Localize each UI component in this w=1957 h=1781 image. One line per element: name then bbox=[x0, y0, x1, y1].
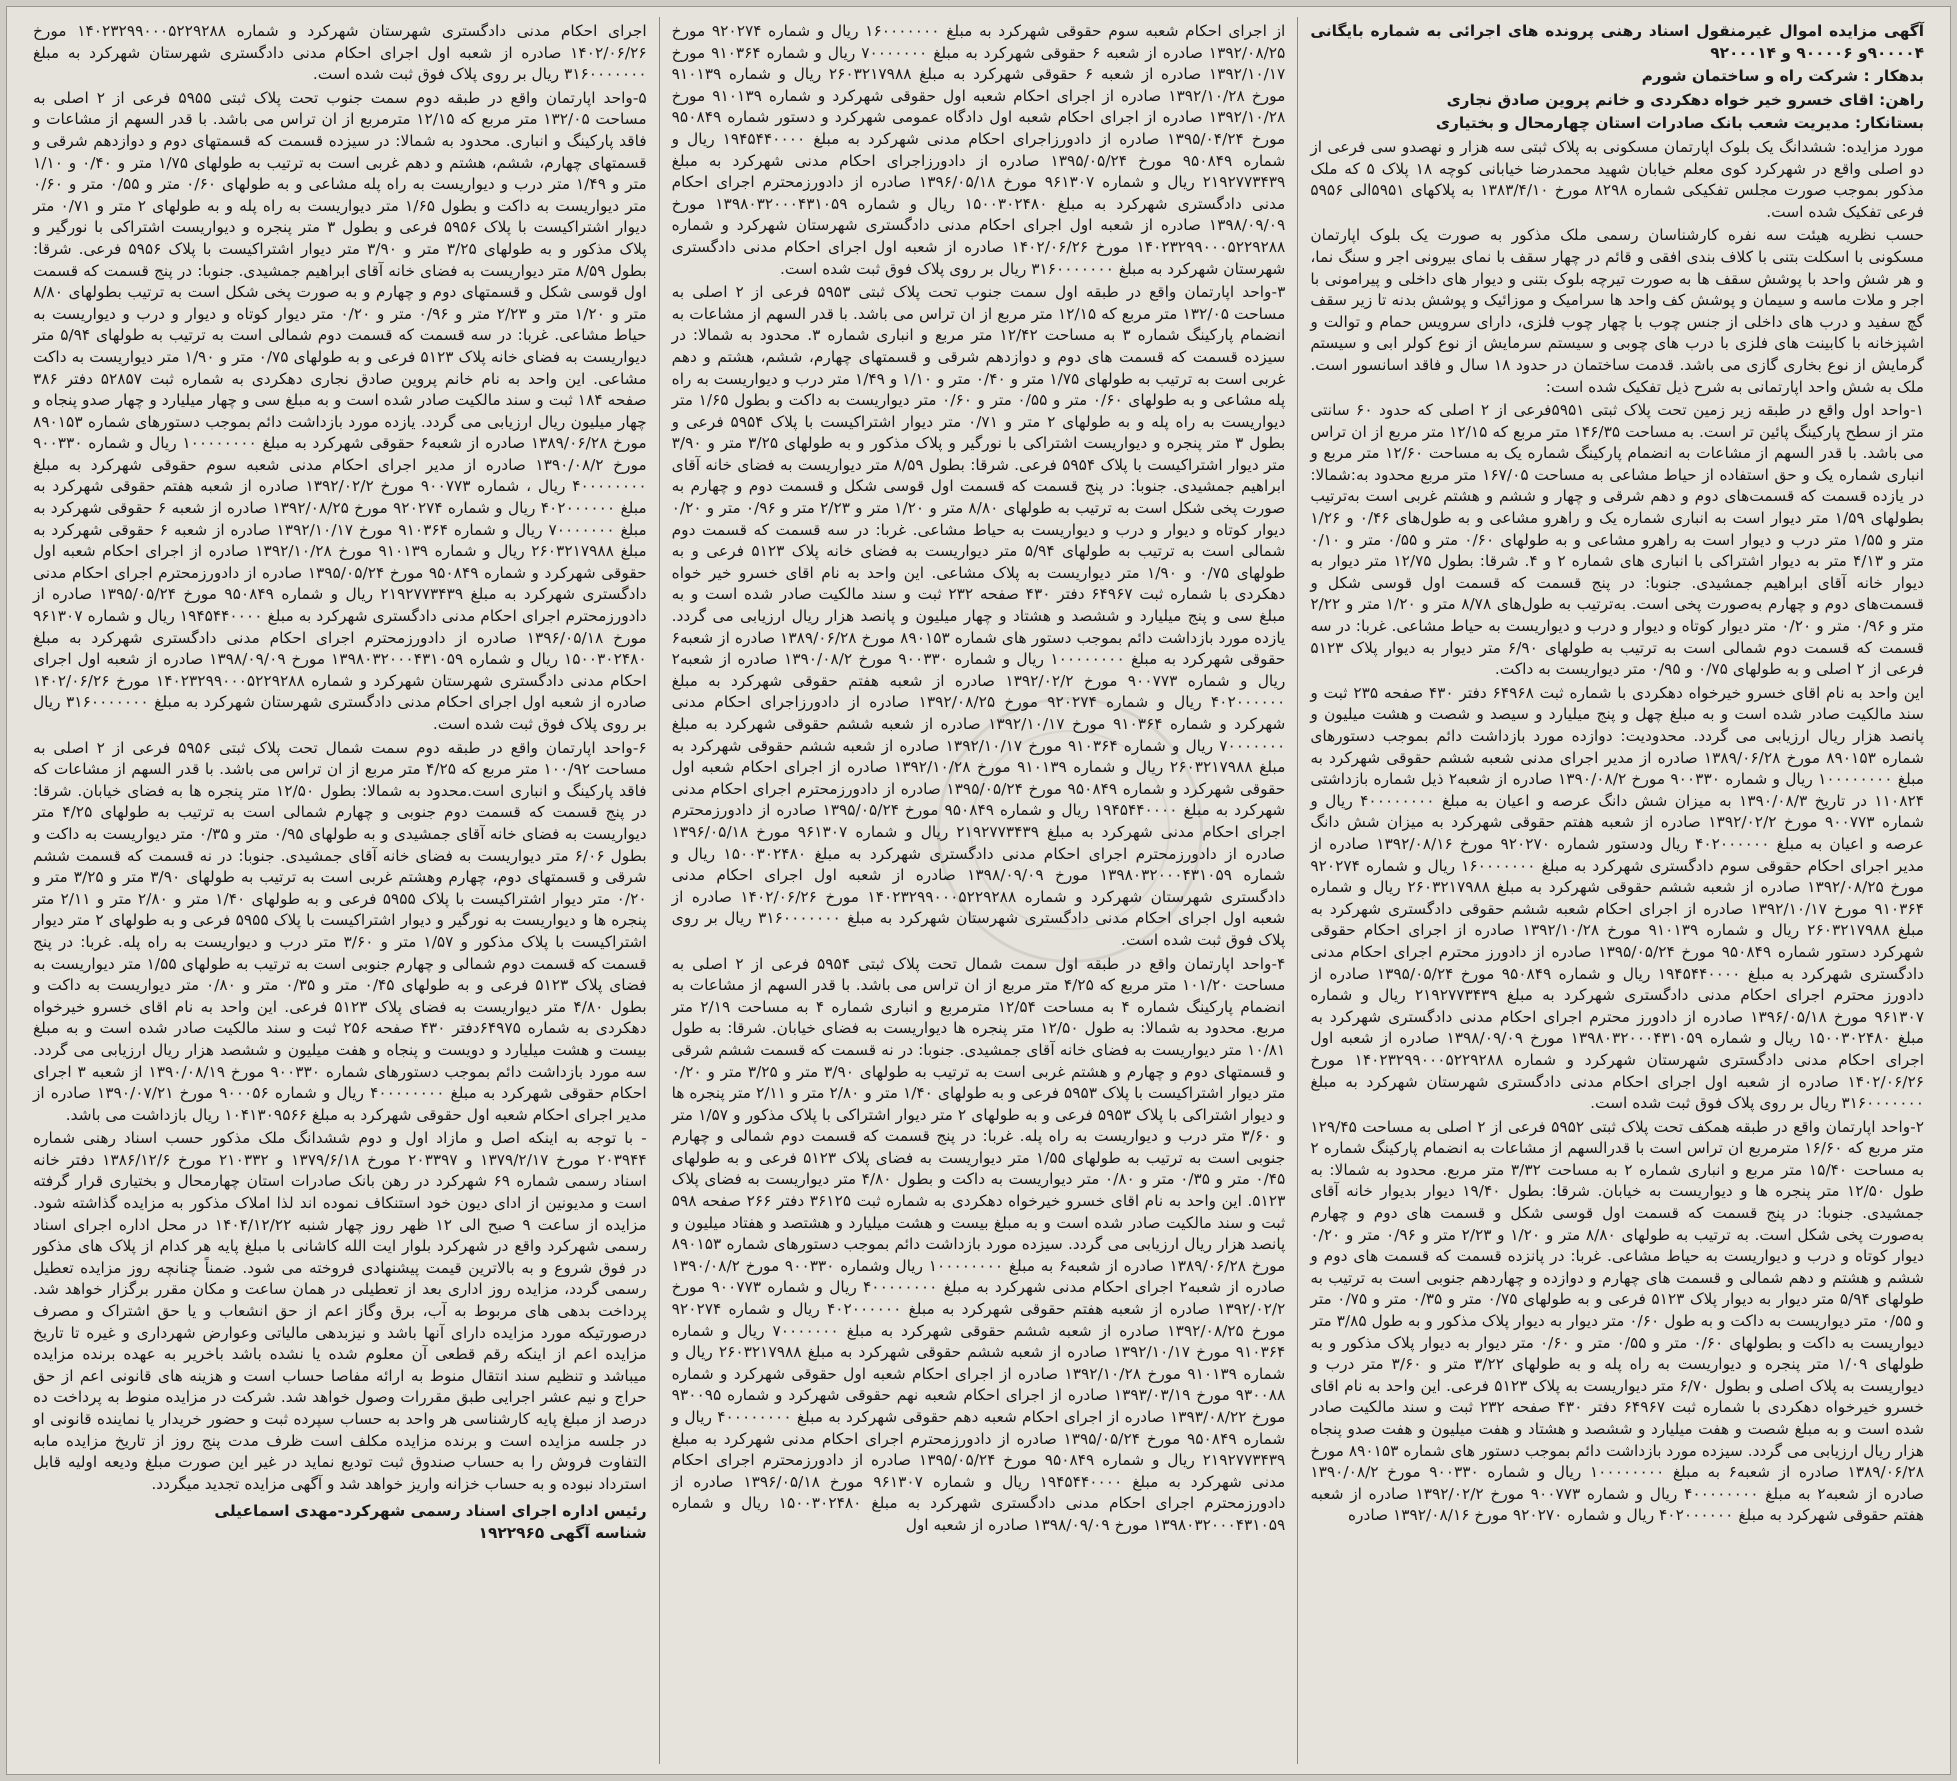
column-2 bbox=[659, 17, 1298, 1764]
debtor-line: بدهکار : شرکت راه و ساختمان شورم bbox=[1641, 67, 1924, 86]
notice-footer bbox=[33, 1501, 647, 1544]
notice-title: آگهی مزایده اموال غیرمنقول اسناد رهنی پرونده های اجرائی به شماره بایگانی ۹۰۰۰۰۴و ۹۰۰۰۰۶ و ۹۲۰۰۰۱۴ bbox=[1310, 22, 1924, 62]
column-1 bbox=[1297, 17, 1936, 1764]
unit-6-description: ۶-واحد اپارتمان واقع در طبقه دوم سمت شمال تحت پلاک ثبتی ۵۹۵۶ فرعی از ۲ اصلی به مساحت ۱۰۰/۹۲ متر مربع که ۴/۲۵ متر مربع از ان تراس می باشد. با قدر السهم از مشاعات که فاقد پارکینگ و انباری است.محدود به شمالا: بطول ۱۲/۵۰ متر پنجره ها به فضای خیابان. شرقا: در پنج قسمت که قسمت دوم جنوبی و چهارم شمالی است به ترتیب به طولهای ۴/۲۵ متر دیواریست به فضای خانه آقای جمشیدی و به طولهای ۰/۹۵ متر و ۰/۳۵ متر دیواریست به داکت و بطول ۶/۰۶ متر دیواریست به فضای خانه آقای جمشیدی. جنوبا: در نه قسمت که قسمت ششم شرقی و قسمتهای دوم، چهارم وهشتم غربی است به ترتیب به طولهای ۳/۹۰ متر و ۳/۲۵ متر و ۰/۲۰ متر دیوار اشتراکیست با پلاک ۵۹۵۵ فرعی و به طولهای ۱/۴۰ متر و ۲/۸۰ متر و ۲/۱۱ متر پنجره ها و دیواریست به نورگیر و دیوار اشتراکیست با پلاک ۵۹۵۵ فرعی و به طولهای ۲ متر دیوار اشتراکیست با پلاک مذکور و ۱/۵۷ متر و ۳/۶۰ متر درب و دیواریست به راه پله. غربا: در پنج قسمت که قسمت دوم شمالی و چهارم جنوبی است به ترتیب به طولهای ۱/۵۵ متر دیواریست به فضای پلاک ۵۱۲۳ فرعی و به طولهای ۰/۴۵ متر و ۰/۳۵ متر و ۰/۸۰ متر دیواریست به داکت و بطول ۴/۸۰ متر دیواریست به فضای پلاک ۵۱۲۳ فرعی. این واحد به نام اقای خسرو خیرخواه دهکردی به شماره ۶۴۹۷۵دفتر ۴۳۰ صفحه ۲۵۶ ثبت و سند مالکیت صادر شده است و به مبلغ بیست و هشت میلیارد و دویست و پنجاه و هفت میلیون و ششصد هزار ریال ارزیابی می گردد. سه مورد بازداشت دائم بموجب دستورهای شماره ۹۰۰۳۳۰ مورخ ۱۳۹۰/۰۸/۱۹ از شعبه ۳ اجرای احکام حقوقی شهرکرد به مبلغ ۴۰۰۰۰۰۰۰۰ ریال و شماره ۹۰۰۰۵۶ مورخ ۱۳۹۰/۰۷/۲۱ صادره از مدیر اجرای احکام شعبه اول حقوقی شهرکرد به مبلغ ۱۰۴۱۳۰۹۵۶۶ ریال بازداشت می باشد. bbox=[32, 738, 647, 1124]
unit-2-seizures: از اجرای احکام شعبه سوم حقوقی شهرکرد به مبلغ ۱۶۰۰۰۰۰۰۰ ریال و شماره ۹۲۰۲۷۴ مورخ ۱۳۹۲/۰۸/۲۵ صادره از شعبه ۶ حقوقی شهرکرد به مبلغ ۷۰۰۰۰۰۰۰ ریال و شماره ۹۱۰۳۶۴ مورخ ۱۳۹۲/۱۰/۱۷ صادره از شعبه ۶ حقوقی شهرکرد به مبلغ ۲۶۰۳۲۱۷۹۸۸ ریال و شماره ۹۱۰۱۳۹ مورخ ۱۳۹۲/۱۰/۲۸ صادره از اجرای احکام شعبه اول حقوقی شهرکرد و شماره ۹۱۰۱۳۹ مورخ ۱۳۹۲/۱۰/۲۸ صادره از اجرای احکام شعبه اول دادگاه عمومی شهرکرد و دستور شماره ۹۵۰۸۴۹ مورخ ۱۳۹۵/۰۴/۲۴ صادره از دادورزاجرای احکام مدنی شهرکرد به مبلغ ۱۹۴۵۴۴۰۰۰۰ ریال و شماره ۹۵۰۸۴۹ مورخ ۱۳۹۵/۰۵/۲۴ صادره از دادورزاجرای احکام مدنی شهرکرد به مبلغ ۲۱۹۲۷۷۳۴۳۹ ریال و شماره ۹۶۱۳۰۷ مورخ ۱۳۹۶/۰۵/۱۸ صادره از دادورزمحترم اجرای احکام مدنی دادگستری شهرکرد به مبلغ ۱۵۰۰۳۰۲۴۸۰ ریال و شماره ۱۳۹۸۰۳۲۰۰۰۴۳۱۰۵۹ مورخ ۱۳۹۸/۰۹/۰۹ صادره از شعبه اول اجرای احکام مدنی دادگستری شهرستان شهرکرد و شماره ۱۴۰۲۳۲۹۹۰۰۰۵۲۲۹۲۸۸ مورخ ۱۴۰۲/۰۶/۲۶ صادره از شعبه اول اجرای احکام مدنی دادگستری شهرستان شهرکرد به مبلغ ۳۱۶۰۰۰۰۰۰۰ ریال بر روی پلاک فوق ثبت شده است. bbox=[671, 22, 1286, 278]
mortgagor-line: راهن: اقای خسرو خیر خواه دهکردی و خانم پروین صادق نجاری bbox=[1446, 90, 1924, 109]
unit-2-description: ۲-واحد اپارتمان واقع در طبقه همکف تحت پلاک ثبتی ۵۹۵۲ فرعی از ۲ اصلی به مساحت ۱۲۹/۴۵ متر مربع که ۱۶/۶۰ مترمربع ان تراس است با قدرالسهم از مشاعات به انضمام پارکینگ شماره ۲ به مساحت ۱۵/۴۰ متر مربع و انباری شماره ۲ به مساحت ۳/۳۲ متر مربع. محدود به شمالا: به طول ۱۲/۵۰ متر پنجره ها و دیواریست به خیابان. شرقا: بطول ۱۹/۴۰ دیوار بدیوار خانه آقای جمشیدی. جنوبا: در پنج قسمت که قسمت اول قوسی شکل و قسمت های دوم و چهارم به‌صورت پخی شکل است. به ترتیب به طولهای ۸/۸۰ متر و ۱/۲۰ و ۲/۲۳ متر و ۰/۹۶ متر و ۰/۲۰ دیوار کوتاه و درب و دیواریست به حیاط مشاعی. غربا: در پانزده قسمت که قسمت های دوم و ششم و هشتم و دهم شمالی و قسمت های چهارم و دوازده و چهاردهم جنوبی است به ترتیب به طولهای ۵/۹۴ متر دیوار به دیوار پلاک ۵۱۲۳ فرعی و به طولهای ۰/۷۵ متر و ۰/۳۵ متر و ۰/۷۵ متر و ۰/۵۵ متر دیواریست به داکت و به طول ۰/۶۰ متر دیوار به دیوار پلاک مذکور و به طول ۳/۸۵ متر دیواریست به داکت و بطولهای ۰/۶۰ متر و ۰/۵۵ متر و ۰/۶۰ متر دیوار به دیوار پلاک مذکور و به طولهای ۱/۰۹ متر پنجره و دیواریست به راه پله و به طولهای ۳/۲۲ متر و ۳/۶۰ متر درب و دیواریست به پلاک اصلی و بطول ۶/۷۰ متر دیواریست به پلاک ۵۱۲۳ فرعی. این واحد به نام اقای خسرو خیرخواه دهکردی با شماره ثبت ۶۴۹۶۷ دفتر ۴۳۰ صفحه ۲۳۲ ثبت و سند مالکیت صادر شده است و به مبلغ شصت و هفت میلیارد و ششصد و هشتاد و هفت میلیون و هفت صدو پنجاه هزار ریال ارزیابی می گردد. سیزده مورد بازداشت دائم بموجب دستور های شماره ۸۹۰۱۵۳ مورخ ۱۳۸۹/۰۶/۲۸ صادره از شعبه۶ به مبلغ ۱۰۰۰۰۰۰۰۰ ریال و شماره ۹۰۰۳۳۰ مورخ ۱۳۹۰/۰۸/۲ صادره از شعبه۲ به مبلغ ۴۰۰۰۰۰۰۰۰ ریال و شماره ۹۰۰۷۷۳ مورخ ۱۳۹۲/۰۲/۲ صادره از شعبه هفتم حقوقی شهرکرد به مبلغ ۴۰۲۰۰۰۰۰۰ ریال و شماره ۹۲۰۲۷۰ مورخ ۱۳۹۲/۰۸/۱۶ صادره bbox=[1310, 1117, 1925, 1525]
unit-1-description: ۱-واحد اول واقع در طبقه زیر زمین تحت پلاک ثبتی ۵۹۵۱فرعی از ۲ اصلی که حدود ۶۰ سانتی متر از سطح پارکینگ پائین تر است. به مساحت ۱۴۶/۳۵ متر مربع که ۱۲/۱۵ متر مربع از ان تراس می باشد. با قدر السهم از مشاعات به انضمام پارکینگ شماره یک به مساحت ۱۲/۶۰ متر مربع و انباری شماره یک و حق استفاده از حیاط مشاعی به مساحت ۱۶۷/۰۵ متر مربع محدود به:شمالا: در یازده قسمت که قسمت‌های دوم و دهم شرقی و چهار و ششم و هشتم غربی است به‌ترتیب بطولهای ۱/۵۹ متر دیوار است به انباری شماره یک و راهرو مشاعی و به طول‌های ۰/۴۶ و ۱/۲۶ متر و ۱/۵۵ متر درب و دیوار است به راهرو مشاعی و به طولهای ۰/۶۰ متر و ۰/۵۵ متر و ۰/۱۰ متر و ۴/۱۳ متر به دیوار اشتراکی با انباری های شماره ۲ و ۴. شرقا: بطول ۱۲/۷۵ متر دیوار به دیوار خانه آقای ابراهیم جمشیدی. جنوبا: در پنج قسمت که قسمت اول قوسی شکل و قسمت‌های دوم و چهارم به‌صورت پخی است. به‌ترتیب به طول‌های ۸/۷۸ متر و ۱/۲۰ متر و ۲/۲۲ متر و ۰/۹۶ متر و ۰/۲۰ متر دیوار کوتاه و دیوار و درب و دیواریست به حیاط مشاعی. غربا: در سه قسمت که قسمت دوم شمالی است به ترتیب به طولهای ۶/۹۰ متر دیوار به دیوار پلاک ۵۱۲۳ فرعی از ۲ اصلی و به طولهای ۰/۷۵ و ۰/۹۵ متر دیواریست به داکت. bbox=[1310, 401, 1925, 679]
unit-4-description: ۴-واحد اپارتمان واقع در طبقه اول سمت شمال تحت پلاک ثبتی ۵۹۵۴ فرعی از ۲ اصلی به مساحت ۱۰۱/۲۰ متر مربع که ۴/۲۵ متر مربع از ان تراس می باشد. با قدر السهم از مشاعات به انضمام پارکینگ شماره ۴ به مساحت ۱۲/۵۴ مترمربع و انباری شماره ۴ به مساحت ۲/۱۹ متر مربع. محدود به شمالا: به طول ۱۲/۵۰ متر پنجره ها دیواریست به فضای خیابان. شرقا: به طول ۱۰/۸۱ متر دیواریست به فضای خانه آقای جمشیدی. جنوبا: در نه قسمت که قسمت ششم شرقی و قسمتهای دوم و چهارم و هشتم غربی است به ترتیب به طولهای ۳/۹۰ متر و ۳/۲۵ متر و ۰/۲۰ متر دیوار اشتراکیست با پلاک ۵۹۵۳ فرعی و به طولهای ۱/۴۰ متر و ۲/۸۰ متر و ۲/۱۱ متر پنجره ها و دیوار اشتراکی با پلاک ۵۹۵۳ فرعی و به طولهای ۲ متر دیوار اشتراکی با پلاک مذکور و ۱/۵۷ متر و ۳/۶۰ متر درب و دیواریست به راه پله. غربا: در پنج قسمت که قسمت دوم شمالی و چهارم جنوبی است به ترتیب به طولهای ۱/۵۵ متر دیواریست به فضای پلاک ۵۱۲۳ فرعی و به طولهای ۰/۴۵ متر و ۰/۳۵ متر و ۰/۸۰ متر دیواریست به داکت و بطول ۴/۸۰ متر دیواریست به فضای پلاک ۵۱۲۳. این واحد به نام اقای خسرو خیرخواه دهکردی به شماره ثبت ۳۶۱۲۵ دفتر ۲۶۶ صفحه ۵۹۸ ثبت و سند مالکیت صادر شده است و به مبلغ بیست و هشت میلیارد و هشتصد و هفتاد میلیون و پانصد هزار ریال ارزیابی می گردد. سیزده مورد بازداشت دائم بموجب دستورهای شماره ۸۹۰۱۵۳ مورخ ۱۳۸۹/۰۶/۲۸ صادره از شعبه۶ به مبلغ ۱۰۰۰۰۰۰۰۰ ریال وشماره ۹۰۰۳۳۰ مورخ ۱۳۹۰/۰۸/۲ صادره از شعبه۲ اجرای احکام مدنی شهرکرد به مبلغ ۴۰۰۰۰۰۰۰۰ ریال و شماره ۹۰۰۷۷۳ مورخ ۱۳۹۲/۰۲/۲ صادره از شعبه هفتم حقوقی شهرکرد به مبلغ ۴۰۲۰۰۰۰۰۰ ریال و شماره ۹۲۰۲۷۴ مورخ ۱۳۹۲/۰۸/۲۵ صادره از شعبه ششم حقوقی شهرکرد به مبلغ ۷۰۰۰۰۰۰۰ ریال و شماره ۹۱۰۳۶۴ مورخ ۱۳۹۲/۱۰/۱۷ صادره از شعبه ششم حقوقی شهرکرد به مبلغ ۲۶۰۳۲۱۷۹۸۸ ریال و شماره ۹۱۰۱۳۹ مورخ ۱۳۹۲/۱۰/۲۸ صادره از اجرای احکام شعبه اول حقوقی شهرکرد و شماره ۹۳۰۰۸۸ مورخ ۱۳۹۳/۰۳/۱۹ صادره از اجرای احکام شعبه نهم حقوقی شهرکرد و شماره ۹۳۰۰۹۵ مورخ ۱۳۹۳/۰۸/۲۲ صادره از اجرای احکام شعبه دهم حقوقی شهرکرد به مبلغ ۴۰۰۰۰۰۰۰۰ ریال و شماره ۹۵۰۸۴۹ مورخ ۱۳۹۵/۰۵/۲۴ صادره از دادورزمحترم اجرای احکام مدنی شهرکرد به مبلغ ۲۱۹۲۷۷۳۴۳۹ ریال و شماره ۹۵۰۸۴۹ مورخ ۱۳۹۵/۰۵/۲۴ صادره از دادورزمحترم اجرای احکام مدنی شهرکرد به مبلغ ۱۹۴۵۴۴۰۰۰۰ ریال و شماره ۹۶۱۳۰۷ مورخ ۱۳۹۶/۰۵/۱۸ صادره از دادورزمحترم اجرای احکام مدنی دادگستری شهرکرد به مبلغ ۱۵۰۰۳۰۲۴۸۰ ریال و شماره ۱۳۹۸۰۳۲۰۰۰۴۳۱۰۵۹ مورخ ۱۳۹۸/۰۹/۰۹ صادره از شعبه اول bbox=[671, 954, 1286, 1534]
unit-4-seizures: اجرای احکام مدنی دادگستری شهرستان شهرکرد و شماره ۱۴۰۲۳۲۹۹۰۰۰۵۲۲۹۲۸۸ مورخ ۱۴۰۲/۰۶/۲۶ صادره از شعبه اول اجرای احکام مدنی دادگستری شهرستان شهرکرد به مبلغ ۳۱۶۰۰۰۰۰۰۰ ریال بر روی پلاک فوق ثبت شده است. bbox=[32, 22, 647, 84]
unit-1-owner: این واحد به نام اقای خسرو خیرخواه دهکردی با شماره ثبت ۶۴۹۶۸ دفتر ۴۳۰ صفحه ۲۳۵ ثبت و سند مالکیت صادر شده است و به مبلغ چهل و پنج میلیارد و سیصد و شصت و هشت میلیون و پانصد هزار ریال ارزیابی می گردد. محدودیت: دوازده مورد بازداشت دائم بموجب دستورهای شماره ۸۹۰۱۵۳ مورخ ۱۳۸۹/۰۶/۲۸ صادره از مدیر اجرای مدنی شعبه ششم حقوقی شهرکرد به مبلغ ۱۰۰۰۰۰۰۰۰ ریال و شماره ۹۰۰۳۳۰ مورخ ۱۳۹۰/۰۸/۲ صادره از شعبه۲ ذیل شماره بازداشتی ۱۱۰۸۲۴ در تاریخ ۱۳۹۰/۰۸/۳ به میزان شش دانگ عرصه و اعیان به مبلغ ۴۰۰۰۰۰۰۰۰ ریال و شماره ۹۰۰۷۷۳ مورخ ۱۳۹۲/۰۲/۲ صادره از شعبه هفتم حقوقی شهرکرد به میزان شش دانگ عرصه و اعیان به مبلغ ۴۰۲۰۰۰۰۰۰ ریال ودستور شماره ۹۲۰۲۷۰ مورخ ۱۳۹۲/۰۸/۱۶ صادره از مدیر اجرای احکام حقوقی سوم دادگستری شهرکرد به مبلغ ۱۶۰۰۰۰۰۰۰ ریال و شماره ۹۲۰۲۷۴ مورخ ۱۳۹۲/۰۸/۲۵ صادره از شعبه ششم حقوقی شهرکرد به مبلغ ۲۶۰۳۲۱۷۹۸۸ ریال و شماره ۹۱۰۳۶۴ مورخ ۱۳۹۲/۱۰/۱۷ صادره از اجرای احکام شعبه ششم حقوقی دادگستری شهرکرد به مبلغ ۲۶۰۳۲۱۷۹۸۸ ریال و شماره ۹۱۰۱۳۹ مورخ ۱۳۹۲/۱۰/۲۸ صادره از اجرای احکام حقوقی شهرکرد دستور شماره ۹۵۰۸۴۹ مورخ ۱۳۹۵/۰۵/۲۴ صادره از دادورز محترم اجرای احکام مدنی دادگستری شهرکرد به مبلغ ۱۹۴۵۴۴۰۰۰۰ ریال و شماره ۹۵۰۸۴۹ مورخ ۱۳۹۵/۰۵/۲۴ صادره از دادورز محترم اجرای احکام مدنی دادگستری شهرکرد به مبلغ ۲۱۹۲۷۷۳۴۳۹ ریال و شماره ۹۶۱۳۰۷ مورخ ۱۳۹۶/۰۵/۱۸ صادره از دادورز محترم اجرای احکام مدنی دادگستری شهرکرد به مبلغ ۱۵۰۰۳۰۲۴۸۰ ریال و شماره ۱۳۹۸۰۳۲۰۰۰۴۳۱۰۵۹ مورخ ۱۳۹۸/۰۹/۰۹ صادره از شعبه اول اجرای احکام مدنی دادگستری شهرستان شهرکرد و شماره ۱۴۰۲۳۲۹۹۰۰۰۵۲۲۹۲۸۸ مورخ ۱۴۰۲/۰۶/۲۶ صادره از شعبه اول اجرای احکام مدنی دادگستری شهرستان شهرکرد به مبلغ ۳۱۶۰۰۰۰۰۰۰ ریال بر روی پلاک فوق ثبت شده است. bbox=[1310, 683, 1924, 1113]
newspaper-page bbox=[6, 6, 1951, 1775]
unit-5-description: ۵-واحد اپارتمان واقع در طبقه دوم سمت جنوب تحت پلاک ثبتی ۵۹۵۵ فرعی از ۲ اصلی به مساحت ۱۳۲/۰۵ متر مربع که ۱۲/۱۵ مترمربع از ان تراس می باشد. با قدر السهم از مشاعات و فاقد پارکینگ و انباری. محدود به شمالا: در سیزده قسمت که قسمتهای دوم و دوازدهم شرقی و قسمتهای چهارم، ششم، هشتم و دهم غربی است به ترتیب به طولهای ۱/۷۵ متر و ۰/۴۰ و ۱/۱۰ متر و ۱/۴۹ متر درب و دیواریست به راه پله مشاعی و به طولهای ۰/۶۰ متر و ۰/۵۵ متر و ۰/۶۰ متر دیواریست به داکت و بطول ۱/۶۵ متر دیواریست به راه پله و به طولهای ۲ متر و ۰/۷۱ متر دیوار اشتراکیست با پلاک ۵۹۵۶ فرعی و بطول ۳ متر پنجره و دیواریست اشتراکی با نورگیر و پلاک مذکور و به طولهای ۳/۲۵ متر و ۳/۹۰ متر دیوار اشتراکیست با پلاک ۵۹۵۶ فرعی. شرقا: بطول ۸/۵۹ متر دیواریست به فضای خانه آقای ابراهیم جمشیدی. جنوبا: در پنج قسمت که قسمت اول قوسی شکل و قسمتهای دوم و چهارم و به صورت پخی شکل است به ترتیب بطولهای ۸/۸۰ متر و ۱/۲۰ متر و ۲/۲۳ متر و ۰/۹۶ متر و ۰/۲۰ متر دیوار کوتاه و دیوار و درب و دیواریست به حیاط مشاعی. غربا: در سه قسمت که قسمت دوم شمالی است به ترتیب به طولهای ۵/۹۴ متر دیواریست به فضای خانه پلاک ۵۱۲۳ فرعی و به طولهای ۰/۷۵ متر و ۱/۹۰ متر دیواریست به داکت مشاعی. این واحد به نام خانم پروین صادق نجاری دهکردی به شماره ثبت ۵۲۸۵۷ دفتر ۳۸۶ صفحه ۱۸۴ ثبت و سند مالکیت صادر شده است و به مبلغ سی و چهار میلیارد و چهار صدو پنجاه و چهار میلیون ریال ارزیابی می گردد. یازده مورد بازداشت دائم بموجب دستورهای شماره ۸۹۰۱۵۳ مورخ ۱۳۸۹/۰۶/۲۸ صادره از شعبه۶ حقوقی شهرکرد به مبلغ ۱۰۰۰۰۰۰۰۰ ریال و شماره ۹۰۰۳۳۰ مورخ ۱۳۹۰/۰۸/۲ صادره از مدیر اجرای احکام مدنی شعبه سوم حقوقی شهرکرد به مبلغ ۴۰۰۰۰۰۰۰۰ ریال ، شماره ۹۰۰۷۷۳ مورخ ۱۳۹۲/۰۲/۲ صادره از شعبه هفتم حقوقی شهرکرد به مبلغ ۴۰۲۰۰۰۰۰۰ ریال و شماره ۹۲۰۲۷۴ مورخ ۱۳۹۲/۰۸/۲۵ صادره از شعبه ۶ حقوقی شهرکرد به مبلغ ۷۰۰۰۰۰۰۰ ریال و شماره ۹۱۰۳۶۴ مورخ ۱۳۹۲/۱۰/۱۷ صادره از شعبه ۶ حقوقی شهرکرد به مبلغ ۲۶۰۳۲۱۷۹۸۸ ریال و شماره ۹۱۰۱۳۹ مورخ ۱۳۹۲/۱۰/۲۸ صادره از اجرای احکام شعبه اول حقوقی شهرکرد و شماره ۹۵۰۸۴۹ مورخ ۱۳۹۵/۰۵/۲۴ صادره از دادورزمحترم اجرای احکام مدنی دادگستری شهرکرد به مبلغ ۲۱۹۲۷۷۳۴۳۹ ریال و شماره ۹۵۰۸۴۹ مورخ ۱۳۹۵/۰۵/۲۴ صادره از دادورزمحترم اجرای احکام مدنی دادگستری شهرکرد به مبلغ ۱۹۴۵۴۴۰۰۰۰ ریال و شماره ۹۶۱۳۰۷ مورخ ۱۳۹۶/۰۵/۱۸ صادره از دادورزمحترم اجرای احکام مدنی دادگستری شهرکرد به مبلغ ۱۵۰۰۳۰۲۴۸۰ ریال و شماره ۱۳۹۸۰۳۲۰۰۰۴۳۱۰۵۹ مورخ ۱۳۹۸/۰۹/۰۹ صادره از شعبه اول اجرای احکام مدنی دادگستری شهرستان شهرکرد و شماره ۱۴۰۲۳۲۹۹۰۰۰۵۲۲۹۲۸۸ مورخ ۱۴۰۲/۰۶/۲۶ صادره از شعبه اول اجرای احکام مدنی دادگستری شهرستان شهرکرد به مبلغ ۳۱۶۰۰۰۰۰۰۰ ریال بر روی پلاک فوق ثبت شده است. bbox=[32, 88, 647, 733]
column-3 bbox=[21, 17, 659, 1764]
unit-3-description: ۳-واحد اپارتمان واقع در طبقه اول سمت جنوب تحت پلاک ثبتی ۵۹۵۳ فرعی از ۲ اصلی به مساحت ۱۳۲/۰۵ متر مربع که ۱۲/۱۵ متر مربع از ان تراس می باشد. با قدر السهم از مشاعات به انضمام پارکینگ شماره ۳ به مساحت ۱۲/۴۲ متر مربع و انباری شماره ۳. محدود به شمالا: در سیزده قسمت که قسمت های دوم و دوازدهم شرقی و قسمتهای چهارم، ششم، هشتم و دهم غربی است به ترتیب به طولهای ۱/۷۵ متر و ۰/۴۰ متر و ۱/۱۰ و ۱/۴۹ متر درب و دیواریست به راه پله مشاعی و به طولهای ۰/۶۰ متر و ۰/۵۵ متر و ۰/۶۰ متر دیواریست به داکت و بطول ۱/۶۵ متر دیواریست به راه پله و به طولهای ۲ متر و ۰/۷۱ متر دیوار اشتراکیست با پلاک ۵۹۵۴ فرعی و بطول ۳ متر پنجره و دیواریست اشتراکی با نورگیر و پلاک مذکور و به طولهای ۳/۲۵ متر و ۳/۹۰ متر دیوار اشتراکیست با پلاک ۵۹۵۴ فرعی. شرقا: بطول ۸/۵۹ متر دیواریست به فضای خانه آقای ابراهیم جمشیدی. جنوبا: در پنج قسمت که قسمت اول قوسی شکل و قسمت دوم و چهارم به صورت پخی شکل است به ترتیب به طولهای ۸/۸۰ متر و ۱/۲۰ متر و ۲/۲۳ متر و ۰/۹۶ متر و ۰/۲۰ دیوار کوتاه و دیوار و درب و دیواریست به حیاط مشاعی. غربا: در سه قسمت که قسمت دوم شمالی است به ترتیب به طولهای ۵/۹۴ متر دیواریست به فضای خانه پلاک ۵۱۲۳ فرعی و به طولهای ۰/۷۵ و ۱/۹۰ متر دیواریست به پلاک مشاعی. این واحد به نام اقای خسرو خیر خواه دهکردی با شماره ثبت ۶۴۹۶۷ دفتر ۴۳۰ صفحه ۲۳۲ ثبت و سند مالکیت صادر شده است و به مبلغ سی و پنج میلیارد و ششصد و هشتاد و چهار میلیون و پانصد هزار ریال ارزیابی می گردد. یازده مورد بازداشت دائم بموجب دستور های شماره ۸۹۰۱۵۳ مورخ ۱۳۸۹/۰۶/۲۸ صادره از شعبه۶ حقوقی شهرکرد به مبلغ ۱۰۰۰۰۰۰۰۰ ریال و شماره ۹۰۰۳۳۰ مورخ ۱۳۹۰/۰۸/۲ صادره از شعبه۲ ریال و شماره ۹۰۰۷۷۳ مورخ ۱۳۹۲/۰۲/۲ صادره از شعبه هفتم حقوقی شهرکرد به مبلغ ۴۰۲۰۰۰۰۰۰ ریال و شماره ۹۲۰۲۷۴ مورخ ۱۳۹۲/۰۸/۲۵ صادره از دادورزاجرای احکام مدنی شهرکرد و شماره ۹۱۰۳۶۴ مورخ ۱۳۹۲/۱۰/۱۷ صادره از شعبه ششم حقوقی شهرکرد به مبلغ ۷۰۰۰۰۰۰۰ ریال و شماره ۹۱۰۳۶۴ مورخ ۱۳۹۲/۱۰/۱۷ صادره از شعبه ششم حقوقی شهرکرد به مبلغ ۲۶۰۳۲۱۷۹۸۸ ریال و شماره ۹۱۰۱۳۹ مورخ ۱۳۹۲/۱۰/۲۸ صادره از اجرای احکام شعبه اول حقوقی شهرکرد و شماره ۹۵۰۸۴۹ مورخ ۱۳۹۵/۰۵/۲۴ صادره از دادورزمحترم اجرای احکام مدنی شهرکرد به مبلغ ۱۹۴۵۴۴۰۰۰۰ ریال و شماره ۹۵۰۸۴۹ مورخ ۱۳۹۵/۰۵/۲۴ صادره از دادورزمحترم اجرای احکام مدنی شهرکرد به مبلغ ۲۱۹۲۷۷۳۴۳۹ ریال و شماره ۹۶۱۳۰۷ مورخ ۱۳۹۶/۰۵/۱۸ صادره از دادورزمحترم اجرای احکام مدنی دادگستری شهرکرد به مبلغ ۱۵۰۰۳۰۲۴۸۰ ریال و شماره ۱۳۹۸۰۳۲۰۰۰۴۳۱۰۵۹ مورخ ۱۳۹۸/۰۹/۰۹ صادره از شعبه اول اجرای احکام مدنی دادگستری شهرستان شهرکرد و شماره ۱۴۰۲۳۲۹۹۰۰۰۵۲۲۹۲۸۸ مورخ ۱۴۰۲/۰۶/۲۶ صادره از شعبه اول اجرای احکام مدنی دادگستری شهرستان شهرکرد به مبلغ ۳۱۶۰۰۰۰۰۰۰ ریال بر روی پلاک فوق ثبت شده است. bbox=[671, 283, 1286, 949]
notice-columns bbox=[21, 17, 1936, 1764]
auction-terms: - با توجه به اینکه اصل و مازاد اول و دوم ششدانگ ملک مذکور حسب اسناد رهنی شماره ۲۰۳۹۴۴ مورخ ۱۳۷۹/۲/۱۷ و ۲۰۳۳۹۷ مورخ ۱۳۷۹/۶/۱۸ و ۲۱۰۳۳۲ مورخ ۱۳۸۶/۱۲/۶ دفتر خانه اسناد رسمی شماره ۶۹ شهرکرد در رهن بانک صادرات استان چهارمحال و بختیاری قرار گرفته است و مدیونین از ادای دیون خود استنکاف نموده اند لذا املاک مذکور به مزایده گذاشته شود. مزایده از ساعت ۹ صبح الی ۱۲ ظهر روز چهار شنبه ۱۴۰۴/۱۲/۲۲ در محل اداره اجرای اسناد رسمی شهرکرد واقع در شهرکرد بلوار ایت الله کاشانی با مبلغ پایه هر کدام از پلاک های مذکور در فوق شروع و به بالاترین قیمت پیشنهادی فروخته می شود. ضمناً چنانچه روز مزایده تعطیل رسمی گردد، مزایده روز اداری بعد از تعطیلی در همان ساعت و مکان مقرر برگزار خواهد شد. پرداخت بدهی های مربوط به آب، برق وگاز اعم از حق انشعاب و یا حق اشتراک و مصرف درصورتیکه مورد مزایده دارای آنها باشد و نیزبدهی مالیاتی وعوارض شهرداری و غیره تا تاریخ مزایده اعم از اینکه رقم قطعی آن معلوم شده یا نشده باشد باخریر به عهده برنده مزایده میباشد و تنظیم سند انتقال منوط به ارائه مفاصا حساب است و هزینه های قانونی اعم از حق حراج و نیم عشر اجرایی طبق مقررات وصول خواهد شد. شرکت در مزایده منوط به پرداخت ده درصد از مبلغ پایه کارشناسی هر واحد به حساب سپرده ثبت و حضور خریدار یا نماینده قانونی او در جلسه مزایده است و برنده مزایده مکلف است ظرف مدت پنج روز از تاریخ مزایده مابه التفاوت فروش را به حساب صندوق ثبت تودیع نماید در غیر این صورت مبلغ ودیعه اولیه قابل استرداد نبوده و به حساب خزانه واریز خواهد شد و آگهی مزایده تجدید میگردد. bbox=[32, 1129, 647, 1493]
ad-id: شناسه آگهی ۱۹۲۲۹۶۵ bbox=[478, 1523, 647, 1542]
expert-opinion: حسب نظریه هیئت سه نفره کارشناسان رسمی ملک مذکور به صورت یک بلوک اپارتمان مسکونی با اسکلت بتنی با کلاف بندی افقی و قائم در چهار سقف با نمای بیرونی اجر و سنگ نما، و هر شش واحد با پوشش سقف ها به صورت تیرچه بلوک بتنی و دیوار های داخلی و پیرامونی با اجر و ملات ماسه و سیمان و پوشش کف واحد ها سرامیک و موزائیک و پوشش بدنه تا زیر سقف گچ سفید و درب های داخلی از جنس چوب با چهار چوب فلزی، دارای سرویس حمام و توالت و اشپزخانه با کابینت های فلزی با درب های چوبی و سیستم سرمایش از نوع کولر ابی و سیستم گرمایش از نوع بخاری گازی می باشد. قدمت ساختمان در حدود ۱۸ سال و فاقد اسانسور است. ملک به شش واحد اپارتمانی به شرح ذیل تفکیک شده است: bbox=[1310, 226, 1925, 396]
signature: رئیس اداره اجرای اسناد رسمی شهرکرد-مهدی اسماعیلی bbox=[214, 1502, 647, 1521]
creditor-line: بستانکار: مدیریت شعب بانک صادرات استان چهارمحال و بختیاری bbox=[1435, 114, 1924, 133]
auction-subject: مورد مزایده: ششدانگ یک بلوک اپارتمان مسکونی به پلاک ثبتی سه هزار و نهصدو سی فرعی از دو اصلی واقع در شهرکرد کوی معلم خیابان شهید محمدرضا خیابانی کوچه ۱۸ پلاک ۵ که ملک مذکور بموجب صورت مجلس تفکیکی شماره ۸۲۹۸ مورخ ۱۳۸۳/۴/۱۰ به پلاکهای ۵۹۵۱الی ۵۹۵۶ فرعی تفکیک شده است. bbox=[1310, 137, 1925, 221]
